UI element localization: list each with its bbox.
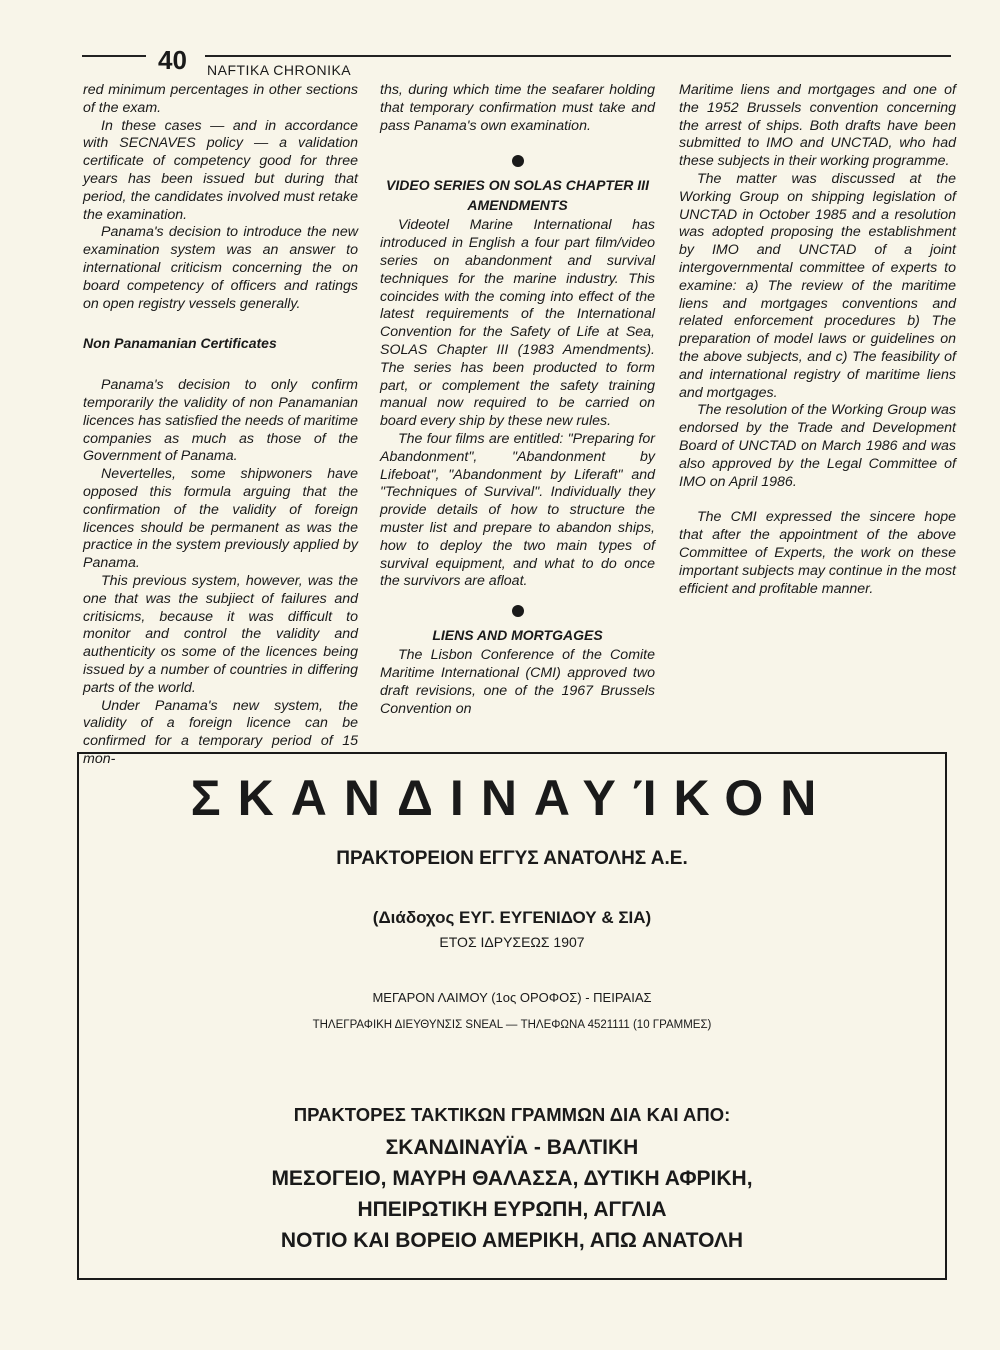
- paragraph: The Lisbon Conference of the Comite Maritime International (CMI) approved two draft revisions, one of the 1967 Brussels Convention on: [380, 647, 655, 717]
- ad-founded-year: ΕΤΟΣ ΙΔΡΥΣΕΩΣ 1907: [439, 934, 585, 950]
- ad-route-line: ΗΠΕΙΡΩΤΙΚΗ ΕΥΡΩΠΗ, ΑΓΓΛΙΑ: [357, 1198, 667, 1221]
- ad-company-name: ΠΡΑΚΤΟΡΕΙΟΝ ΕΓΓΥΣ ΑΝΑΤΟΛΗΣ Α.Ε.: [336, 848, 688, 869]
- section-heading: Non Panamanian Certificates: [83, 335, 277, 352]
- ad-contact: ΤΗΛΕΓΡΑΦΙΚΗ ΔΙΕΥΘΥΝΣΙΣ SNEAL — ΤΗΛΕΦΩΝΑ 4521111 (10 ΓΡΑΜΜΕΣ): [312, 1019, 712, 1031]
- paragraph: The four films are entitled: "Preparing for Abandonment", "Abandonment by Lifeboat", "Abandonment by Liferaft" and "Techniques of Survival". Individually they provide details of how to structure the muster list and prepare to abandon ships, how to deploy the two main types of survival equipment, and what to do once the survivors are afloat.: [380, 430, 655, 590]
- advertisement-box: [77, 752, 947, 1280]
- ad-route-line: ΣΚΑΝΔΙΝΑΥΪΑ - ΒΑΛΤΙΚΗ: [385, 1136, 639, 1159]
- paragraph: This previous system, however, was the one that was the subjiect of failures and critisicms, because it was difficult to monitor and control the validity and authenticity os some of the licences being issued by a number of countries in differing parts of the world.: [83, 572, 358, 696]
- ad-title: ΣΚΑΝΔΙΝΑΥΊΚΟΝ: [190, 770, 834, 826]
- paragraph: Videotel Marine International has introduced in English a four part film/video series on abandonment and survival techniques for the marine industry. This coincides with the coming into effect of the latest requirements of the International Convention for the Safety of Life at Sea, SOLAS Chapter III (1983 Amendments). The series has been producted to form part, or complement the safety training manual now required to be carried on board every ship by these new rules.: [380, 217, 655, 430]
- ad-agents-heading: ΠΡΑΚΤΟΡΕΣ ΤΑΚΤΙΚΩΝ ΓΡΑΜΜΩΝ ΔΙΑ ΚΑΙ ΑΠΟ:: [293, 1104, 731, 1125]
- article-column-2: [380, 82, 655, 718]
- publication-name: NAFTIKA CHRONIKA: [207, 62, 352, 78]
- article-column-1: [83, 82, 358, 769]
- bullet-separator: [512, 155, 524, 167]
- paragraph: The matter was discussed at the Working Group on shipping legislation of UNCTAD in October 1985 and a resolution was adopted proposing the establishment by IMO and UNCTAD of a joint intergovernmental committee of experts to examine: a) The review of the maritime liens and mortgages conventions and related enforcement procedures b) The preparation of model laws or guidelines on the above subjects, and c) The feasibility of and international registry of maritime liens and mortgages.: [679, 170, 956, 401]
- paragraph: red minimum percentages in other sections of the exam.: [83, 82, 358, 116]
- paragraph: Maritime liens and mortgages and one of the 1952 Brussels convention concerning the arrest of ships. Both drafts have been submitted to IMO and UNCTAD, who had these subjects in their working programme.: [679, 82, 956, 170]
- paragraph: Panama's decision to only confirm temporarily the validity of non Panamanian licences has satisfied the needs of maritime companies as much as those of the Government of Panama.: [83, 377, 358, 465]
- ad-route-line: ΝΟΤΙΟ ΚΑΙ ΒΟΡΕΙΟ ΑΜΕΡΙΚΗ, ΑΠΩ ΑΝΑΤΟΛΗ: [280, 1229, 744, 1252]
- paragraph: Panama's decision to introduce the new examination system was an answer to international criticism concerning the on board competency of officers and ratings on open registry vessels generally.: [83, 224, 358, 312]
- ad-address: ΜΕΓΑΡΟΝ ΛΑΙΜΟΥ (1ος ΟΡΟΦΟΣ) - ΠΕΙΡΑΙΑΣ: [372, 990, 652, 1005]
- article-column-3: [679, 82, 956, 598]
- bullet-separator: [512, 605, 524, 617]
- paragraph: Under Panama's new system, the validity of a foreign licence can be confirmed for a temporary period of 15 mon-: [83, 697, 358, 767]
- paragraph: Nevertelles, some shipwoners have opposed this formula arguing that the confirmation of the validity of foreign licences should be permanent as was the practice in the system previously applied by Panama.: [83, 466, 358, 572]
- paragraph: In these cases — and in accordance with SECNAVES policy — a validation certificate of competency good for three years has been issued but during that period, the candidates involved must retake the examination.: [83, 117, 358, 223]
- paragraph: The CMI expressed the sincere hope that after the appointment of the above Committee of Experts, the work on these important subjects may continue in the most efficient and profitable manner.: [679, 509, 956, 597]
- paragraph: ths, during which time the seafarer holding that temporary confirmation must take and pass Panama's own examination.: [380, 82, 655, 134]
- header-rule-right: [205, 55, 951, 57]
- page-number: 40: [158, 45, 187, 75]
- ad-successor: (Διάδοχος ΕΥΓ. ΕΥΓΕΝΙΔΟΥ & ΣΙΑ): [372, 908, 652, 927]
- section-heading: LIENS AND MORTGAGES: [432, 627, 603, 644]
- section-heading: VIDEO SERIES ON SOLAS CHAPTER III AMENDMENTS: [386, 177, 649, 214]
- ad-route-line: ΜΕΣΟΓΕΙΟ, ΜΑΥΡΗ ΘΑΛΑΣΣΑ, ΔΥΤΙΚΗ ΑΦΡΙΚΗ,: [271, 1167, 753, 1190]
- paragraph: The resolution of the Working Group was endorsed by the Trade and Development Board of UNCTAD on March 1986 and was also approved by the Legal Committee of IMO on April 1986.: [679, 402, 956, 490]
- header-rule-left: [82, 55, 146, 57]
